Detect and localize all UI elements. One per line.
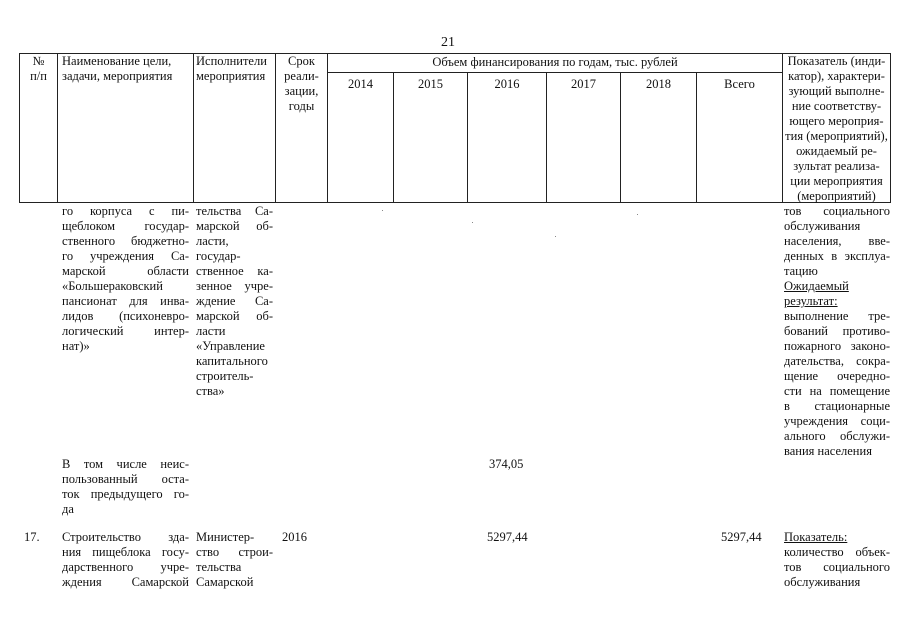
continued-row-executors: тельства Са- марской об- ласти, государ- ственное ка- зенное учре- ждение Са- марской об- ласти «Управление капитального строитель- ства» xyxy=(196,204,273,398)
header-year-2015: 2015 xyxy=(418,77,443,91)
header-funding: Объем финансирования по годам, тыс. рублей xyxy=(432,55,678,69)
col-border-2 xyxy=(193,53,194,203)
subrow-name: В том числе неис- пользованный оста- ток предыдущего го- да xyxy=(62,457,189,516)
header-year-2017: 2017 xyxy=(571,77,596,91)
col-border-10 xyxy=(782,53,783,203)
subrow-2016-value: 374,05 xyxy=(489,457,524,471)
header-name: Наименование цели, задачи, мероприятия xyxy=(62,54,173,83)
row-17-executors: Министер- ство строи- тельства Самарской xyxy=(196,530,273,589)
col-border-right xyxy=(890,53,891,203)
indicator-label: Показатель: xyxy=(784,530,848,544)
scan-speck xyxy=(555,236,556,237)
scan-speck xyxy=(382,210,383,211)
header-number: № п/п xyxy=(30,54,47,83)
header-executors: Исполнители мероприятия xyxy=(196,54,267,83)
continued-row-indicator: тов социального обслуживания населения, вве- денных в эксплуа- тацию Ожидаемый результат: выполнение тре- бований противо- пожарного законо- дательства, сокра- щение очередно- сти на помещение в стационарные учреждения соци- ального обслужи- вания населения xyxy=(784,204,890,458)
scan-speck xyxy=(472,222,473,223)
continued-row-name: го корпуса с пи- щеблоком государ- ственного бюджетно- го учреждения Са- марской области «Большераковский пансионат для инва- лидов (психоневро- логический интер- нат)» xyxy=(62,204,189,353)
header-year-2016: 2016 xyxy=(494,77,520,91)
result-label: Ожидаемый xyxy=(784,279,849,293)
row-17-indicator: Показатель: количество объек- тов социального обслуживания xyxy=(784,530,890,589)
row-17-term: 2016 xyxy=(282,530,307,544)
header-year-2018: 2018 xyxy=(646,77,671,91)
row-17-name: Строительство зда- ния пищеблока госу- дарственного учре- ждения Самарской xyxy=(62,530,189,589)
row-17-total: 5297,44 xyxy=(721,530,762,544)
header-year-2014: 2014 xyxy=(348,77,373,91)
col-border-1 xyxy=(57,53,58,203)
header-indicator: Показатель (инди- катор), характери- зующий выполне- ние соответству- ющего мероприя- тия (мероприятий), ожидаемый ре- зультат реализа- ции мероприятия (мероприятий) xyxy=(785,54,888,203)
page-number: 21 xyxy=(441,35,455,50)
header-term: Срок реали- зации, годы xyxy=(284,54,319,113)
scan-speck xyxy=(637,214,638,215)
header-bottom-border xyxy=(19,202,890,203)
header-total: Всего xyxy=(724,77,755,91)
col-border-4 xyxy=(327,53,328,203)
years-row-divider xyxy=(327,72,782,73)
row-17-number: 17. xyxy=(24,530,40,544)
row-17-2016-value: 5297,44 xyxy=(487,530,528,544)
